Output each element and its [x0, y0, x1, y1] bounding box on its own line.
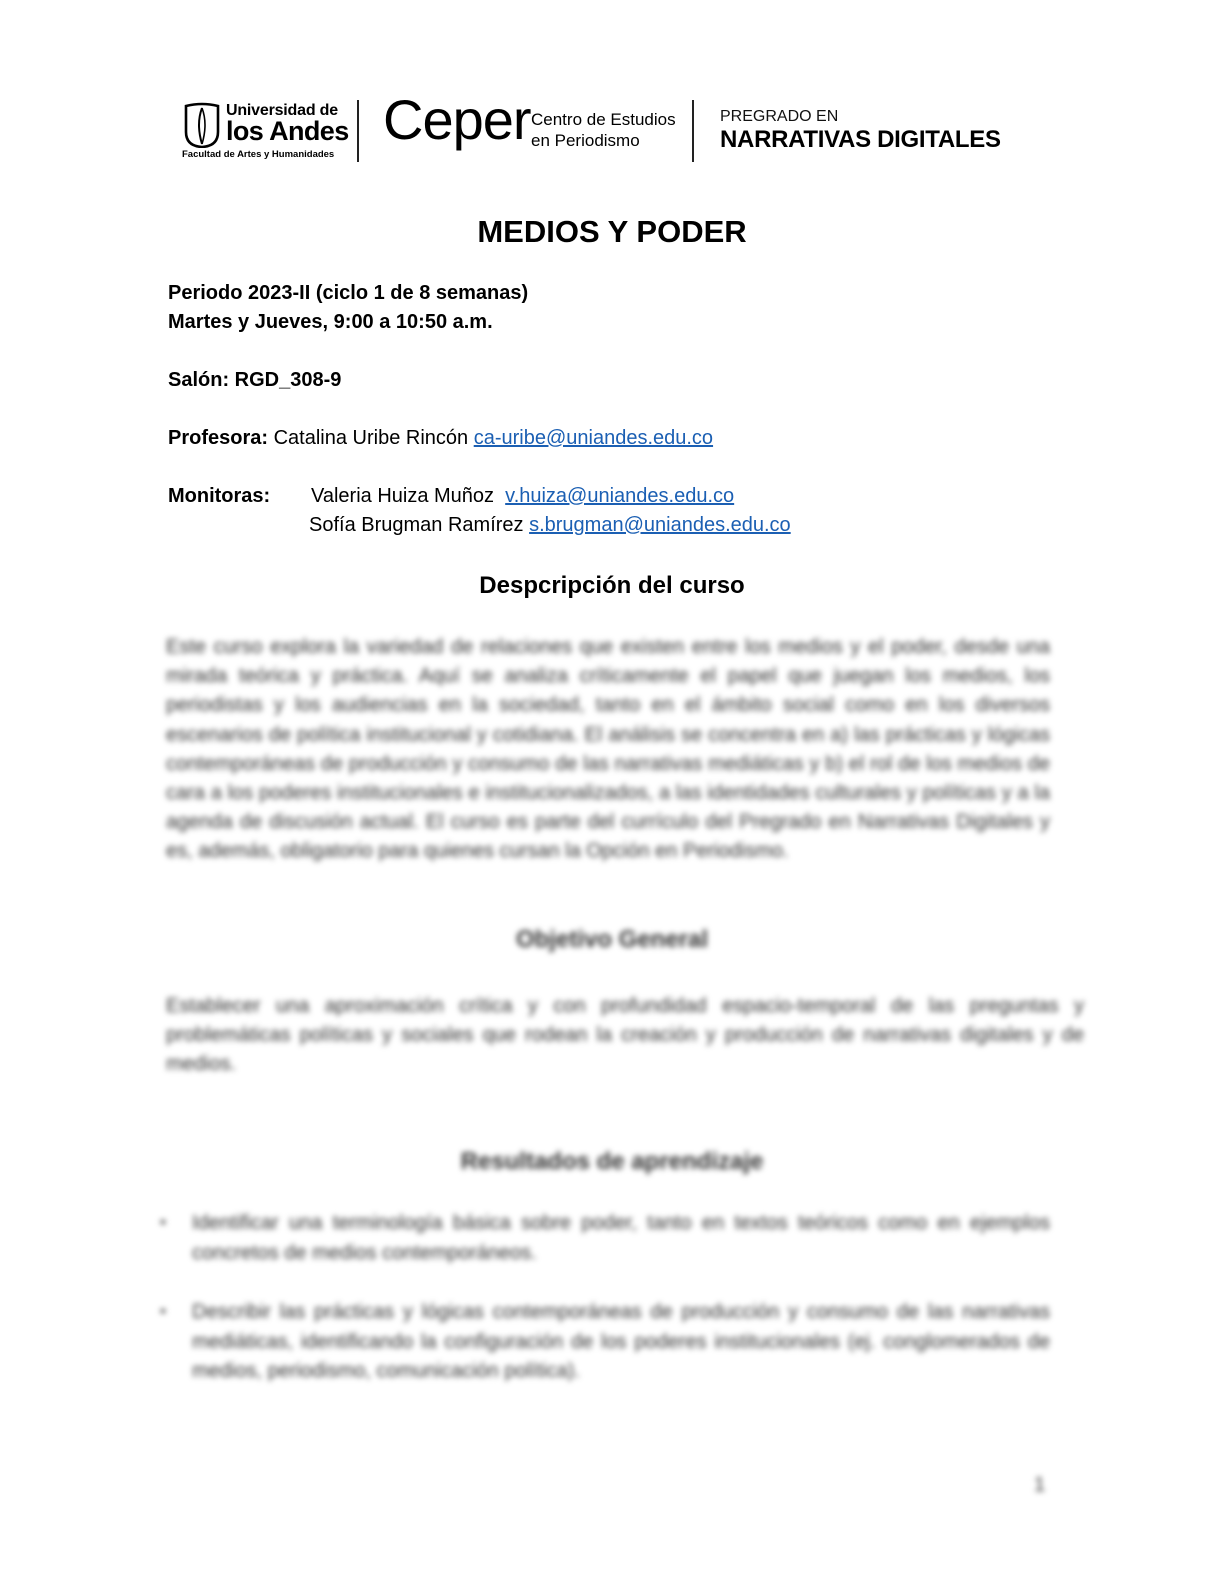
pregrado-label: PREGRADO EN [720, 108, 839, 125]
uniandes-faculty: Facultad de Artes y Humanidades [182, 149, 335, 160]
page-title: MEDIOS Y PODER [477, 214, 747, 249]
outcome-item-2: Describir las prácticas y lógicas contemporáneas de producción y consumo de las narrativas mediáticas, identificando la configuración de los poderes institucionales (ej. conglomerados de medios, periodismo, comunicación política). [192, 1301, 1050, 1382]
description-paragraph: Este curso explora la variedad de relaciones que existen entre los medios y el poder, desde una mirada teórica y práctica. Aquí se analiza críticamente el papel que juegan los medios, los periodistas y los audiencias en la sociedad, tanto en el ámbito social como en los diversos escenarios de política institucional y cotidiana. El análisis se concentra en a) las prácticas y lógicas contemporáneas de producción y consumo de las narrativas mediáticas y b) el rol de los medios de cara a los poderes institucionales e institucionalizados, a las identidades culturales y políticas y a la agenda de discusión actual. El curso es parte del currículo del Pregrado en Narrativas Digitales y es, además, obligatorio para quienes cursan la Opción en Periodismo. [166, 636, 1050, 863]
header-divider [692, 100, 694, 162]
outcome-bullet-1: ▪ [160, 1214, 166, 1231]
ceper-subtitle-line1: Centro de Estudios [531, 110, 676, 129]
professor-email-link[interactable]: ca-uribe@uniandes.edu.co [473, 427, 714, 449]
monitor2-line [309, 514, 791, 537]
description-heading: Despcripción del curso [479, 572, 745, 599]
uniandes-logo [182, 100, 349, 164]
course-schedule: Martes y Jueves, 9:00 a 10:50 a.m. [168, 311, 493, 333]
monitor2-name: Sofía Brugman Ramírez [309, 514, 524, 536]
monitor1-name: Valeria Huiza Muñoz [311, 485, 495, 507]
objective-paragraph: Establecer una aproximación crítica y con profundidad espacio-temporal de las preguntas y problemáticas políticas y sociales que rodean la creación y producción de narrativas digitales y de medios. [166, 995, 1084, 1076]
page-number: 1 [1034, 1474, 1046, 1496]
professor-label: Profesora: [168, 427, 269, 449]
course-room: Salón: RGD_308-9 [168, 369, 342, 391]
monitor2-email-link[interactable]: s.brugman@uniandes.edu.co [529, 514, 791, 536]
monitors-label: Monitoras: [168, 485, 271, 507]
ceper-subtitle-line2: en Periodismo [531, 131, 640, 150]
uniandes-name-line1: Universidad de [226, 102, 338, 119]
outcomes-heading: Resultados de aprendizaje [460, 1148, 764, 1175]
header-divider [357, 100, 359, 162]
monitor1-line [311, 485, 734, 508]
professor-line [168, 427, 713, 450]
uniandes-emblem-icon [182, 102, 222, 148]
outcome-bullet-2: ▪ [160, 1303, 166, 1320]
ceper-logo-word: Ceper [383, 88, 531, 151]
monitor1-email-link[interactable]: v.huiza@uniandes.edu.co [505, 485, 735, 507]
course-period: Periodo 2023-II (ciclo 1 de 8 semanas) [168, 282, 529, 304]
outcome-item-1: Identificar una terminología básica sobre poder, tanto en textos teóricos como en ejemplos concretos de medios contemporáneos. [192, 1212, 1050, 1264]
uniandes-name-line2: los Andes [226, 116, 349, 146]
professor-name: Catalina Uribe Rincón [273, 427, 469, 449]
objective-heading: Objetivo General [515, 926, 709, 953]
pregrado-program: NARRATIVAS DIGITALES [720, 126, 1001, 153]
